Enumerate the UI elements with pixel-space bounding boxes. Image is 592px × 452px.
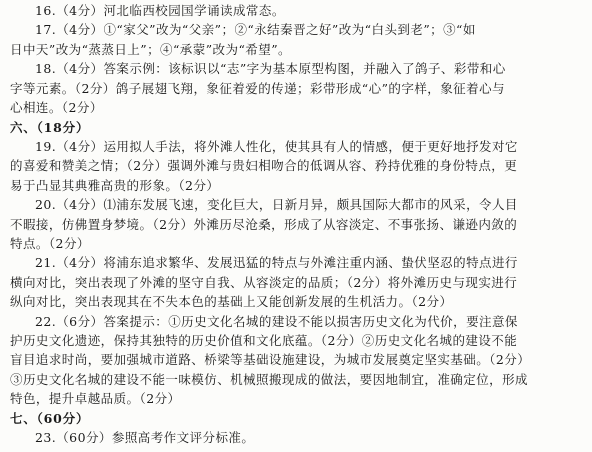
answer-21-line-1: 21.（4分）将浦东追求繁华、发展迅猛的特点与外滩注重内涵、蛰伏坚忍的特点进行 xyxy=(35,255,518,271)
answer-22-line-4: ③历史文化名城的建设不能一味模仿、机械照搬现成的做法，要因地制宜，准确定位，形成 xyxy=(10,371,529,387)
answer-16: 16.（4分）河北临西校园国学诵读成常态。 xyxy=(35,3,285,18)
answer-23: 23.（60分）参照高考作文评分标准。 xyxy=(35,430,255,445)
answer-20-line-3: 特点。（2分） xyxy=(10,235,90,251)
answer-19-line-1: 19.（4分）运用拟人手法，将外滩人性化，使其具有人的情感，便于更好地抒发对它 xyxy=(35,138,518,154)
answer-21-line-3: 纵向对比，突出表现其在不失本色的基础上又能创新发展的生机活力。（2分） xyxy=(10,294,453,310)
answer-22-line-5: 特色，提升卓越品质。（2分） xyxy=(10,391,181,407)
answer-18-line-2: 字等元素。（2分）鸽子展翅飞翔，象征着爱的传递；彩带形成“心”的字样，象征着心与 xyxy=(10,80,505,96)
answer-19-line-2: 的喜爱和赞美之情；（2分）强调外滩与贵妇相吻合的低调从容、矜持优雅的身份特点，更 xyxy=(10,158,518,174)
section-seven-heading: 七、（60分） xyxy=(10,410,90,426)
answer-19-line-3: 易于凸显其典雅高贵的形象。（2分） xyxy=(10,177,220,193)
answer-17-line-2: 日中天”改为“蒸蒸日上”；④“承蒙”改为“希望”。 xyxy=(10,41,291,57)
answer-22-line-2: 护历史文化遗迹，保持其独特的历史价值和文化底蕴。（2分）②历史文化名城的建设不能 xyxy=(10,333,518,348)
answer-21-line-2: 横向对比，突出表现了外滩的坚守自我、从容淡定的品质；（2分）将外滩历史与现实进行 xyxy=(10,274,518,290)
answer-20-line-1: 20.（4分）⑴浦东发展飞速，变化巨大，日新月异，颇具国际大都市的风采，令人目 xyxy=(35,197,518,213)
answer-22-line-3: 盲目追求时尚，要加强城市道路、桥梁等基础设施建设，为城市发展奠定坚实基础。（2分） xyxy=(10,352,531,368)
section-six-heading: 六、（18分） xyxy=(10,119,90,135)
answer-22-line-1: 22.（6分）答案提示：①历史文化名城的建设不能以损害历史文化为代价，要注意保 xyxy=(35,313,518,329)
answer-18-line-3: 心相连。（2分） xyxy=(10,100,103,115)
answer-18-line-1: 18.（4分）答案示例：该标识以“志”字为基本原型构图，并融入了鸽子、彩带和心 xyxy=(35,61,506,77)
answer-17-line-1: 17.（4分）①“家父”改为“父亲”；②“永结秦晋之好”改为“白头到老”；③“如 xyxy=(35,22,476,38)
answer-20-line-2: 不暇接，仿佛置身梦境。（2分）外滩历尽沧桑，形成了从容淡定、不事张扬、谦逊内敛的 xyxy=(10,216,518,232)
